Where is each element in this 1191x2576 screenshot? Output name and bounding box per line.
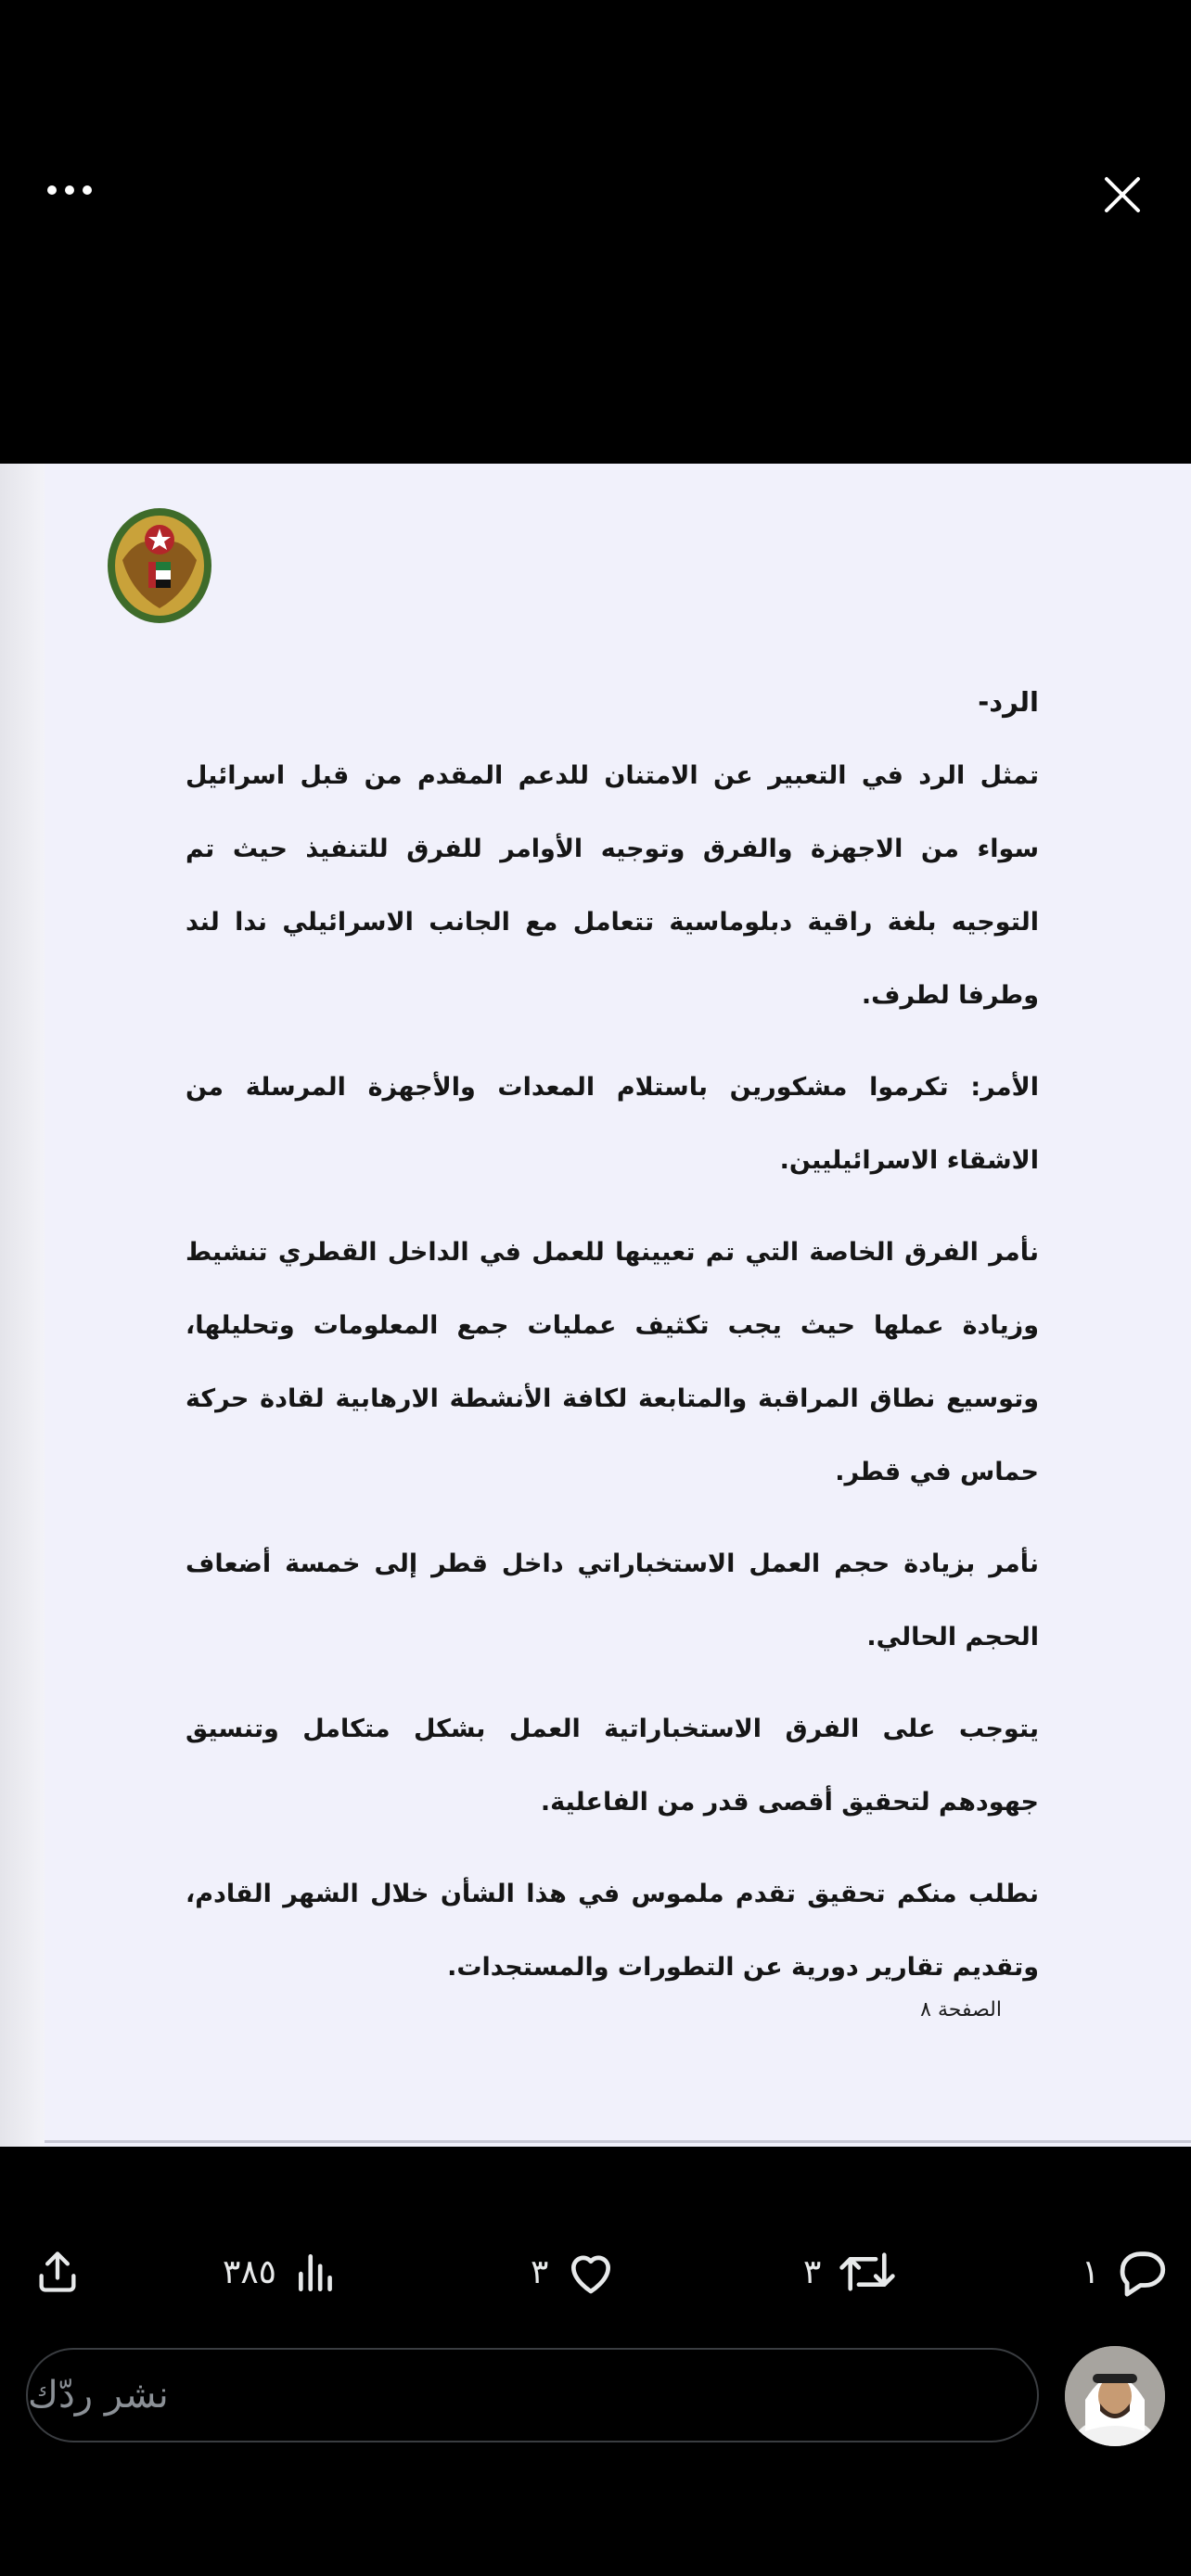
close-icon xyxy=(1104,176,1141,213)
document-image[interactable] xyxy=(0,464,1191,2147)
like-count: ٣ xyxy=(531,2252,549,2291)
reply-input[interactable]: نشر ردّك xyxy=(26,2348,1039,2442)
document-paragraph: نأمر بزيادة حجم العمل الاستخباراتي داخل قطر إلى خمسة أضعاف الحجم الحالي. xyxy=(186,1549,1039,1651)
paper-edge xyxy=(0,464,45,2147)
share-upload-icon xyxy=(33,2248,82,2296)
views-count: ٣٨٥ xyxy=(223,2252,277,2291)
repost-icon xyxy=(838,2248,897,2296)
page-number: الصفحة ٨ xyxy=(920,1998,1002,2021)
reply-composer xyxy=(0,2337,1191,2457)
eagle-emblem-icon xyxy=(104,504,215,625)
post-actions-bar xyxy=(0,2225,1191,2318)
bar-chart-icon xyxy=(293,2249,339,2295)
document-paragraph: يتوجب على الفرق الاستخباراتية العمل بشكل متكامل وتنسيق جهودهم لتحقيق أقصى قدر من الفاعلية. xyxy=(186,1715,1039,1817)
paper-bottom-edge xyxy=(45,2140,1191,2143)
views-button[interactable] xyxy=(223,2225,339,2318)
repost-count: ٣ xyxy=(803,2252,822,2291)
close-button[interactable] xyxy=(1085,158,1159,232)
like-button[interactable] xyxy=(531,2225,617,2318)
heart-icon xyxy=(565,2248,617,2296)
more-options-button[interactable] xyxy=(37,167,102,213)
share-button[interactable] xyxy=(33,2225,82,2318)
repost-button[interactable] xyxy=(803,2225,897,2318)
avatar-image xyxy=(1065,2346,1165,2446)
user-avatar-icon[interactable] xyxy=(1065,2346,1165,2446)
document-paragraph: نأمر الفرق الخاصة التي تم تعيينها للعمل في الداخل القطري تنشيط وزيادة عملها حيث يجب تكثيف عمليات جمع المعلومات وتحليلها، وتوسيع نطاق المراقبة والمتابعة لكافة الأنشطة الارهابية لقادة حركة حماس في قطر. xyxy=(186,1238,1039,1486)
document-paragraph: الأمر: تكرموا مشكورين باستلام المعدات والأجهزة المرسلة من الاشقاء الاسرائيليين. xyxy=(186,1073,1039,1175)
document-paragraph: نطلب منكم تحقيق تقدم ملموس في هذا الشأن خلال الشهر القادم، وتقديم تقارير دورية عن التطورات والمستجدات. xyxy=(186,1880,1039,1982)
document-text xyxy=(186,666,1039,2022)
document-paragraph: تمثل الرد في التعبير عن الامتنان للدعم المقدم من قبل اسرائيل سواء من الاجهزة والفرق وتوجيه الأوامر للفرق للتنفيذ حيث تم التوجيه بلغة راقية دبلوماسية تتعامل مع الجانب الاسرائيلي ندا لند وطرفا لطرف. xyxy=(186,761,1039,1010)
reply-button[interactable] xyxy=(1082,2225,1170,2318)
reply-count: ١ xyxy=(1082,2252,1100,2291)
more-horizontal-icon xyxy=(46,185,93,196)
reply-bubble-icon xyxy=(1116,2247,1170,2297)
media-viewer-top-bar xyxy=(0,0,1191,464)
document-heading: الرد- xyxy=(978,686,1039,718)
